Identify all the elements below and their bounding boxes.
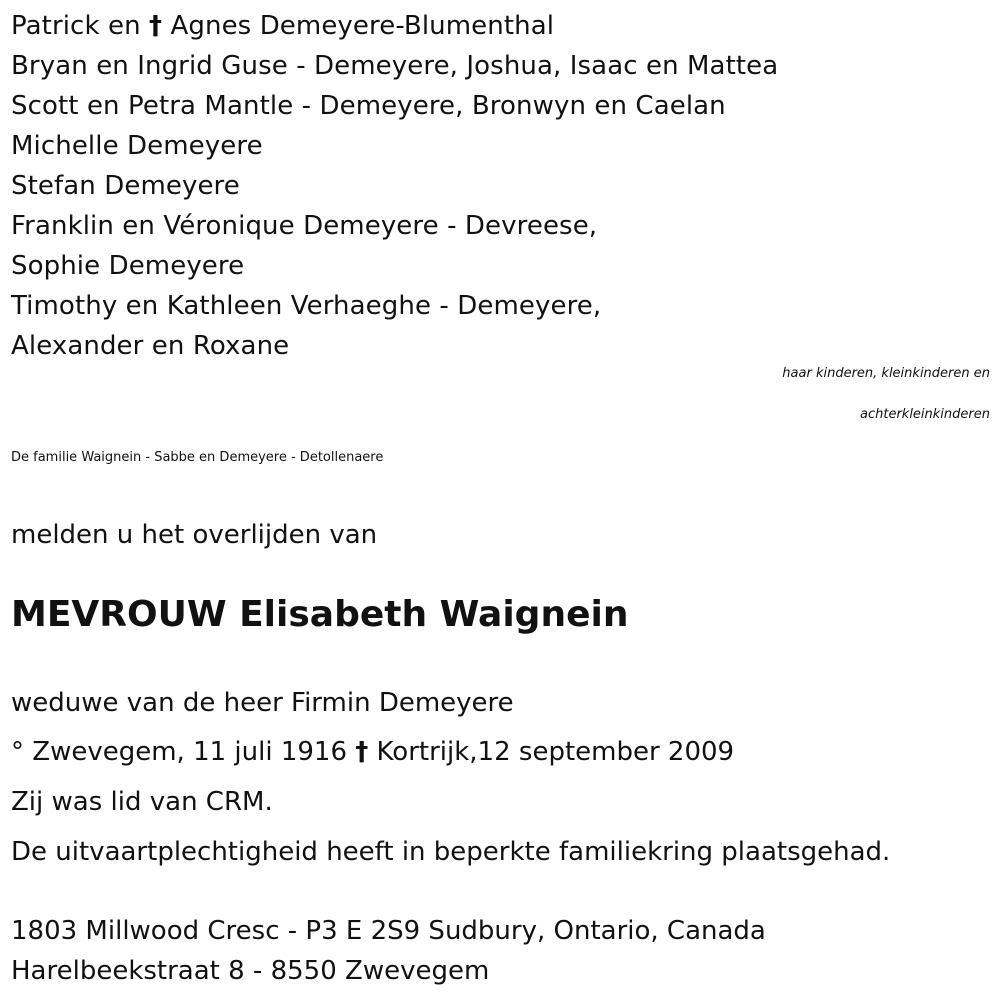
death-cross-icon: † — [355, 737, 369, 767]
family-line-8: Timothy en Kathleen Verhaeghe - Demeyere, — [11, 291, 602, 321]
address-zwevegem: Harelbeekstraat 8 - 8550 Zwevegem — [11, 956, 490, 986]
family-line-1-before: Patrick en — [11, 11, 141, 41]
family-line-5: Stefan Demeyere — [11, 171, 240, 201]
cross-icon: † — [149, 11, 163, 41]
family-line-4: Michelle Demeyere — [11, 131, 263, 161]
relatives-note-line-2: achterkleinkinderen — [860, 407, 990, 422]
deceased-name: MEVROUW Elisabeth Waignein — [11, 594, 629, 635]
membership: Zij was lid van CRM. — [11, 787, 273, 817]
death-place-date: Kortrijk,12 september 2009 — [376, 737, 735, 767]
family-line-3: Scott en Petra Mantle - Demeyere, Bronwyn en Caelan — [11, 91, 726, 121]
family-line-9: Alexander en Roxane — [11, 331, 290, 361]
announcement-intro: melden u het overlijden van — [11, 520, 378, 550]
widow-of: weduwe van de heer Firmin Demeyere — [11, 688, 514, 718]
family-line-6: Franklin en Véronique Demeyere - Devreese, — [11, 211, 598, 241]
extended-family: De familie Waignein - Sabbe en Demeyere - Detollenaere — [11, 450, 384, 465]
family-line-2: Bryan en Ingrid Guse - Demeyere, Joshua, Isaac en Mattea — [11, 51, 779, 81]
ceremony: De uitvaartplechtigheid heeft in beperkte familiekring plaatsgehad. — [11, 837, 891, 867]
family-line-1-after: Agnes Demeyere-Blumenthal — [170, 11, 555, 41]
address-canada: 1803 Millwood Cresc - P3 E 2S9 Sudbury, Ontario, Canada — [11, 916, 766, 946]
family-line-7: Sophie Demeyere — [11, 251, 245, 281]
family-line-1 — [11, 11, 554, 41]
life-dates — [11, 737, 734, 767]
birth-marker: ° — [11, 737, 24, 767]
relatives-note-line-1: haar kinderen, kleinkinderen en — [782, 366, 990, 381]
birth-place-date: Zwevegem, 11 juli 1916 — [32, 737, 348, 767]
